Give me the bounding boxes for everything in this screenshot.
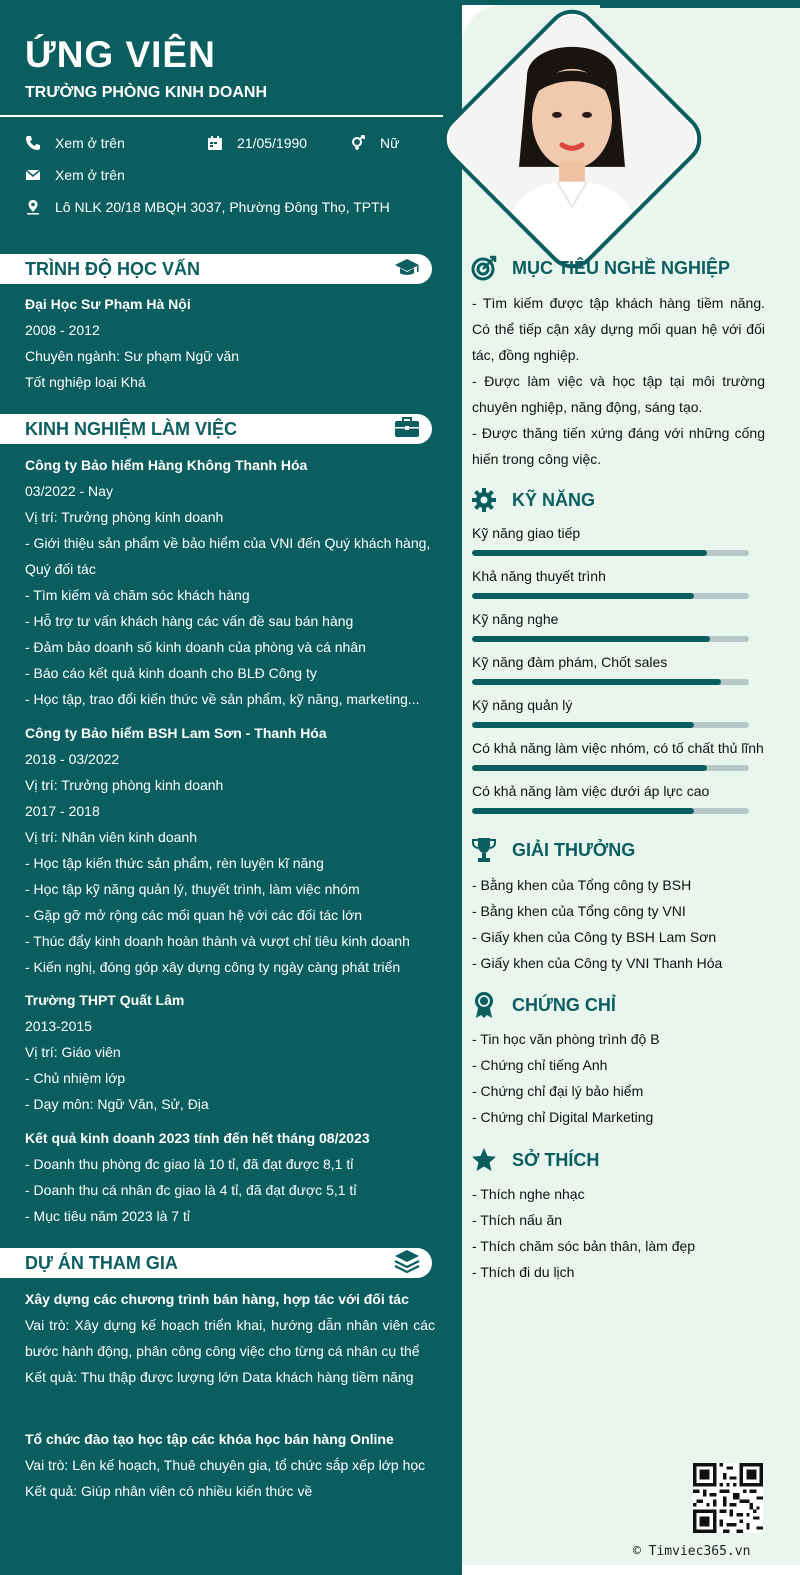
experience-job-2 (25, 720, 435, 980)
objective-text (472, 290, 765, 472)
skills-heading (470, 486, 595, 514)
skill-bar-fill (472, 593, 694, 599)
skill-label: Khả năng thuyết trình (472, 568, 606, 584)
envelope-icon (25, 167, 41, 183)
education-heading (0, 254, 432, 284)
objective-item: - Được làm việc và học tập tại môi trường chuyên nghiệp, năng động, sáng tạo. (472, 373, 765, 415)
award-item: - Giấy khen của Công ty BSH Lam Sơn (472, 929, 717, 945)
job-period: 03/2022 - Nay (25, 483, 113, 499)
experience-job-3 (25, 987, 435, 1117)
skill-bar (472, 765, 749, 771)
job-duty: - Học tập kỹ năng quản lý, thuyết trình, làm việc nhóm (25, 881, 360, 897)
projects-heading (0, 1248, 432, 1278)
skill-item (472, 525, 772, 556)
job-position: Vị trí: Trưởng phòng kinh doanh (25, 509, 224, 525)
awards-list (472, 872, 765, 976)
results-title: Kết quả kinh doanh 2023 tính đến hết tháng 08/2023 (25, 1130, 370, 1146)
job-period: 2013-2015 (25, 1018, 92, 1034)
qr-code (693, 1463, 763, 1533)
hobby-item: - Thích đi du lịch (472, 1264, 575, 1280)
skill-bar-fill (472, 679, 721, 685)
business-results (25, 1125, 435, 1229)
gender-icon (350, 135, 366, 151)
graduation-cap-icon (394, 257, 420, 282)
education-grade: Tốt nghiệp loại Khá (25, 374, 146, 390)
project-title: Tổ chức đào tạo học tập các khóa học bán hàng Online (25, 1431, 394, 1447)
skill-item (472, 697, 772, 728)
project-role: Vai trò: Xây dựng kế hoạch triển khai, hướng dẫn nhân viên các bước hành động, phân công công việc cho từng cá nhân cụ thể (25, 1317, 435, 1359)
award-item: - Bằng khen của Tổng công ty VNI (472, 903, 686, 919)
skill-label: Kỹ năng giao tiếp (472, 525, 581, 541)
experience-heading-text: KINH NGHIỆM LÀM VIỆC (25, 418, 238, 439)
star-icon (470, 1146, 498, 1174)
school-name: Đại Học Sư Phạm Hà Nội (25, 296, 191, 312)
skill-item (472, 654, 772, 685)
job-duty: - Dạy môn: Ngữ Văn, Sử, Địa (25, 1096, 209, 1112)
job-period: 2018 - 03/2022 (25, 751, 120, 767)
calendar-icon (207, 135, 223, 151)
copyright-text: © Timviec365.vn (633, 1544, 751, 1559)
hobbies-list (472, 1181, 765, 1285)
project-role: Vai trò: Lên kế hoạch, Thuê chuyên gia, tổ chức sắp xếp lớp học (25, 1457, 426, 1473)
project-1 (25, 1286, 435, 1390)
candidate-name: ỨNG VIÊN (25, 34, 216, 75)
award-item: - Giấy khen của Công ty VNI Thanh Hóa (472, 955, 723, 971)
skill-bar (472, 636, 749, 642)
birthday-text: 21/05/1990 (237, 135, 308, 151)
hobby-item: - Thích nấu ăn (472, 1212, 563, 1228)
skill-bar (472, 593, 749, 599)
skill-label: Có khả năng làm việc nhóm, có tố chất thủ lĩnh (472, 740, 764, 756)
projects-heading-text: DỰ ÁN THAM GIA (25, 1252, 178, 1273)
skill-label: Kỹ năng nghe (472, 611, 559, 627)
job-duty: - Đảm bảo doanh số kinh doanh của phòng và cá nhân (25, 639, 366, 655)
certificate-item: - Chứng chỉ đại lý bảo hiểm (472, 1083, 644, 1099)
project-result: Kết quả: Giúp nhân viên có nhiều kiến thức về (25, 1483, 313, 1499)
job-duty: - Hỗ trợ tư vấn khách hàng các vấn đề sau bán hàng (25, 613, 354, 629)
address-text: Lô NLK 20/18 MBQH 3037, Phường Đông Thọ, TPTH (55, 199, 390, 215)
header-divider (0, 115, 443, 117)
result-item: - Doanh thu phòng đc giao là 10 tỉ, đã đạt được 8,1 tỉ (25, 1156, 354, 1172)
hobbies-heading-text: SỞ THÍCH (512, 1149, 600, 1170)
objective-heading (470, 254, 730, 282)
phone-icon (25, 135, 41, 151)
skills-heading-text: KỸ NĂNG (512, 489, 596, 510)
experience-heading (0, 414, 432, 444)
skill-item (472, 568, 772, 599)
certificates-heading (470, 991, 616, 1019)
target-icon (470, 254, 498, 282)
skill-bar-fill (472, 550, 707, 556)
candidate-title: TRƯỞNG PHÒNG KINH DOANH (25, 84, 268, 101)
job-position: Vị trí: Trưởng phòng kinh doanh (25, 777, 224, 793)
location-pin-icon (25, 199, 41, 215)
skill-label: Kỹ năng quản lý (472, 697, 573, 713)
job-position: Vị trí: Giáo viên (25, 1044, 121, 1060)
job-company: Công ty Bảo hiểm Hàng Không Thanh Hóa (25, 457, 308, 473)
skill-bar (472, 722, 749, 728)
skill-item (472, 783, 772, 814)
award-item: - Bằng khen của Tổng công ty BSH (472, 877, 692, 893)
job-company: Trường THPT Quất Lâm (25, 992, 185, 1008)
contact-birthday (207, 135, 307, 151)
experience-job-1 (25, 452, 435, 712)
job-company: Công ty Bảo hiểm BSH Lam Sơn - Thanh Hóa (25, 725, 327, 741)
job-position: Vị trí: Nhân viên kinh doanh (25, 829, 197, 845)
certificate-item: - Chứng chỉ tiếng Anh (472, 1057, 608, 1073)
job-duty: - Báo cáo kết quả kinh doanh cho BLĐ Công ty (25, 665, 317, 681)
job-duty: - Gặp gỡ mở rộng các mối quan hệ với các đối tác lớn (25, 907, 363, 923)
hobby-item: - Thích nghe nhạc (472, 1186, 585, 1202)
education-years: 2008 - 2012 (25, 322, 100, 338)
skill-item (472, 611, 772, 642)
job-duty: - Thúc đẩy kinh doanh hoàn thành và vượt chỉ tiêu kinh doanh (25, 933, 410, 949)
job-duty: - Học tập, trao đổi kiến thức về sản phẩm, kỹ năng, marketing... (25, 691, 420, 707)
skill-bar (472, 550, 749, 556)
objective-item: - Được thăng tiến xứng đáng với những cống hiến trong công việc. (472, 425, 765, 467)
job-duty: - Giới thiệu sản phẩm về bảo hiểm của VNI đến Quý khách hàng, Quý đối tác (25, 535, 431, 577)
education-block (25, 291, 435, 395)
awards-heading-text: GIẢI THƯỞNG (512, 839, 636, 860)
certificate-badge-icon (470, 991, 498, 1019)
phone-text: Xem ở trên (55, 135, 125, 151)
project-result: Kết quả: Thu thập được lượng lớn Data khách hàng tiềm năng (25, 1369, 414, 1385)
job-duty: - Kiến nghị, đóng góp xây dựng công ty ngày càng phát triển (25, 959, 401, 975)
objective-heading-text: MỤC TIÊU NGHỀ NGHIỆP (512, 257, 731, 278)
contact-email (25, 167, 125, 183)
top-right-border (600, 5, 800, 8)
skill-bar-fill (472, 722, 694, 728)
certificates-heading-text: CHỨNG CHỈ (512, 994, 616, 1015)
skill-label: Có khả năng làm việc dưới áp lực cao (472, 783, 710, 799)
skill-item (472, 740, 772, 771)
email-text: Xem ở trên (55, 167, 125, 183)
gender-text: Nữ (380, 135, 400, 151)
skill-label: Kỹ năng đàm phám, Chốt sales (472, 654, 668, 670)
contact-phone (25, 135, 125, 151)
job-duty: - Học tập kiến thức sản phẩm, rèn luyện kĩ năng (25, 855, 324, 871)
certificate-item: - Chứng chỉ Digital Marketing (472, 1109, 654, 1125)
briefcase-icon (394, 416, 420, 443)
bottom-border (462, 1565, 800, 1575)
trophy-icon (470, 836, 498, 864)
contact-address (25, 199, 390, 215)
contact-gender (350, 135, 399, 151)
result-item: - Mục tiêu năm 2023 là 7 tỉ (25, 1208, 190, 1224)
job-period: 2017 - 2018 (25, 803, 100, 819)
skill-bar-fill (472, 636, 710, 642)
skill-bar-fill (472, 808, 694, 814)
skill-bar (472, 679, 749, 685)
education-heading-text: TRÌNH ĐỘ HỌC VẤN (25, 258, 200, 279)
layers-icon (394, 1249, 420, 1278)
gear-icon (470, 486, 498, 514)
hobbies-heading (470, 1146, 599, 1174)
hobby-item: - Thích chăm sóc bản thân, làm đẹp (472, 1238, 696, 1254)
awards-heading (470, 836, 635, 864)
project-title: Xây dựng các chương trình bán hàng, hợp tác với đối tác (25, 1291, 409, 1307)
job-duty: - Chủ nhiệm lớp (25, 1070, 126, 1086)
result-item: - Doanh thu cá nhân đc giao là 4 tỉ, đã đạt được 5,1 tỉ (25, 1182, 357, 1198)
skill-bar-fill (472, 765, 707, 771)
certificates-list (472, 1026, 765, 1130)
objective-item: - Tìm kiếm được tập khách hàng tiềm năng. Có thể tiếp cận xây dựng mối quan hệ với đối tác, đồng nghiệp. (472, 295, 765, 363)
skill-bar (472, 808, 749, 814)
job-duty: - Tìm kiếm và chăm sóc khách hàng (25, 587, 250, 603)
education-major: Chuyên ngành: Sư phạm Ngữ văn (25, 348, 240, 364)
certificate-item: - Tin học văn phòng trình độ B (472, 1031, 660, 1047)
project-2 (25, 1426, 435, 1504)
